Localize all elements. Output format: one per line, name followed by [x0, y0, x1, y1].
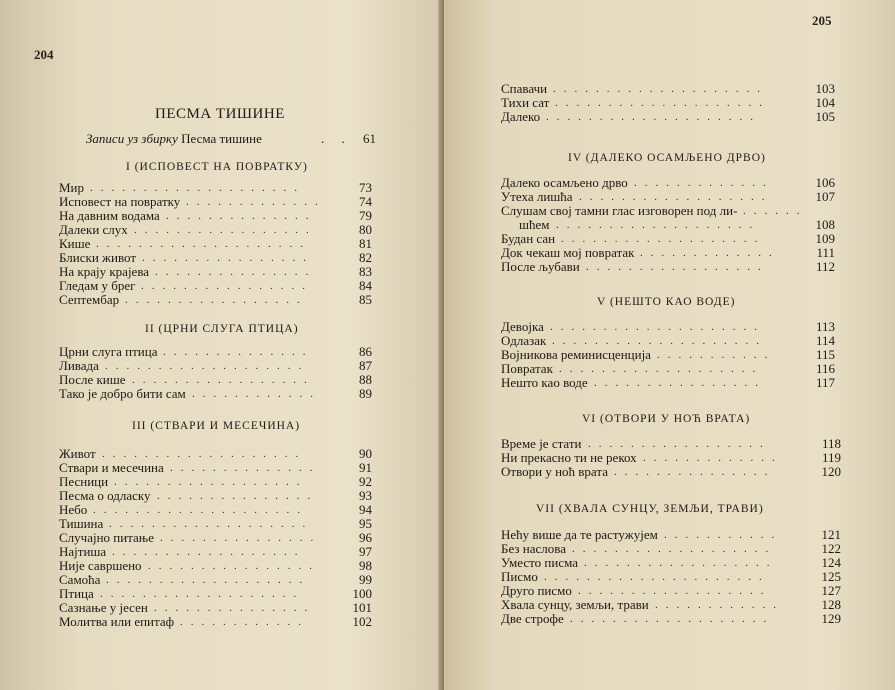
entry-page: 115 — [815, 347, 835, 362]
entry-page: 101 — [352, 600, 372, 615]
entry-title: Повратак — [501, 361, 553, 376]
toc-entry — [501, 556, 841, 570]
dot-leader: .................... — [93, 504, 308, 516]
page-number: 204 — [34, 47, 54, 62]
toc-entry — [59, 251, 372, 265]
toc-entry — [501, 437, 841, 451]
dot-leader: ............. — [643, 452, 783, 464]
right-page — [444, 0, 895, 690]
toc-entry — [59, 517, 372, 531]
entry-title: Гледам у брег — [59, 278, 136, 293]
entry-page: 98 — [359, 558, 372, 573]
entry-title: На давним водама — [59, 208, 160, 223]
entry-page: 106 — [815, 175, 835, 190]
entry-title: Живот — [59, 446, 96, 461]
entry-page: 117 — [815, 375, 835, 390]
entry-title: Исповест на повратку — [59, 194, 181, 209]
dot-leader: .................. — [578, 585, 772, 597]
toc-entry — [59, 359, 372, 373]
dot-leader: ............... — [614, 466, 776, 478]
dot-leader: .................. — [579, 191, 773, 203]
entry-title: Будан сан — [501, 231, 556, 246]
entry-page: 97 — [359, 544, 372, 559]
entry-title: Нећу више да те растужујем — [501, 527, 658, 542]
entry-title: Ствари и месечина — [59, 460, 164, 475]
toc-list — [501, 82, 835, 124]
toc-entry — [501, 190, 835, 204]
dot-leader: ................... — [559, 363, 764, 375]
entry-title: Уместо писма — [501, 555, 579, 570]
toc-entry — [501, 232, 835, 246]
toc-entry — [59, 195, 372, 209]
entry-title: Далеки слух — [59, 222, 128, 237]
entry-page: 90 — [359, 446, 372, 461]
dot-leader: ................. — [588, 438, 771, 450]
entry-title: Нешто као воде — [501, 375, 588, 390]
entry-page: 88 — [359, 372, 372, 387]
toc-entry — [59, 387, 372, 401]
dot-leader: ............. — [640, 247, 780, 259]
entry-title: Најтиша — [59, 544, 107, 559]
toc-entry — [59, 223, 372, 237]
toc-list — [501, 176, 835, 274]
toc-entry — [501, 376, 835, 390]
dot-leader: .................... — [90, 182, 305, 194]
dot-leader: ............ — [192, 388, 321, 400]
toc-entry — [501, 542, 841, 556]
entry-title: Сазнање у јесен — [59, 600, 148, 615]
entry-title: Случајно питање — [59, 530, 154, 545]
entry-title: На крају крајева — [59, 264, 150, 279]
toc-entry — [501, 334, 835, 348]
entry-title: Песма о одласку — [59, 488, 151, 503]
entry-page: 122 — [821, 541, 841, 556]
toc-entry — [59, 615, 372, 629]
toc-entry — [59, 573, 372, 587]
entry-page: 85 — [359, 292, 372, 307]
entry-page: 89 — [359, 386, 372, 401]
dot-leader: ................... — [109, 518, 314, 530]
entry-page: 86 — [359, 344, 372, 359]
toc-entry — [501, 362, 835, 376]
entry-page: 108 — [815, 217, 835, 232]
dot-leader: .................... — [550, 321, 765, 333]
entry-page: 81 — [359, 236, 372, 251]
entry-title: Ни прекасно ти не рекох — [501, 450, 637, 465]
entry-page: 127 — [821, 583, 841, 598]
entry-page: 84 — [359, 278, 372, 293]
entry-title: Тишина — [59, 516, 104, 531]
toc-entry — [501, 451, 841, 465]
toc-entry — [501, 110, 835, 124]
entry-page: 94 — [359, 502, 372, 517]
entry-title: Далеко — [501, 109, 541, 124]
dot-leader: ................. — [132, 374, 315, 386]
entry-page: 91 — [359, 460, 372, 475]
toc-entry — [59, 461, 372, 475]
toc-entry — [59, 237, 372, 251]
entry-page: 124 — [821, 555, 841, 570]
toc-entry — [59, 209, 372, 223]
entry-page: 93 — [359, 488, 372, 503]
dot-leader: .................. — [112, 546, 306, 558]
toc-entry — [59, 293, 372, 307]
toc-entry — [59, 373, 372, 387]
entry-page: 121 — [821, 527, 841, 542]
dot-leader: ................... — [105, 360, 310, 372]
entry-page: 102 — [352, 614, 372, 629]
dot-leader: ................... — [572, 543, 777, 555]
dot-leader: ................... — [100, 588, 305, 600]
entry-title: Тако је добро бити сам — [59, 386, 186, 401]
toc-entry — [501, 260, 835, 274]
section-heading: II (ЦРНИ СЛУГА ПТИЦА) — [145, 323, 299, 335]
dot-leader: ................ — [148, 560, 320, 572]
dot-leader: ............ — [180, 616, 309, 628]
toc-entry — [501, 348, 835, 362]
entry-title: Самоћа — [59, 572, 101, 587]
entry-page: 114 — [815, 333, 835, 348]
toc-list — [59, 345, 372, 401]
toc-entry — [501, 598, 841, 612]
entry-page: 118 — [821, 436, 841, 451]
entry-title-continuation: шћем — [519, 217, 550, 232]
section-heading: IV (ДАЛЕКО ОСАМЉЕНО ДРВО) — [568, 152, 766, 164]
entry-title: Далеко осамљено дрво — [501, 175, 628, 190]
entry-title: Није савршено — [59, 558, 142, 573]
dot-leader: ................... — [102, 448, 307, 460]
section-heading: I (ИСПОВЕСТ НА ПОВРАТКУ) — [126, 161, 308, 173]
entry-page: 79 — [359, 208, 372, 223]
dot-leader: .................... — [553, 83, 768, 95]
dot-leader: ............... — [160, 532, 322, 544]
toc-entry — [501, 176, 835, 190]
entry-page: 113 — [815, 319, 835, 334]
entry-page: 112 — [815, 259, 835, 274]
dot-leader: .................... — [555, 97, 770, 109]
dot-leader: ...... — [743, 205, 808, 217]
notes-title: Песма тишине — [181, 131, 262, 146]
section-heading: VII (ХВАЛА СУНЦУ, ЗЕМЉИ, ТРАВИ) — [536, 503, 764, 515]
toc-list — [501, 320, 835, 390]
entry-page: 105 — [815, 109, 835, 124]
entry-title: Слушам свој тамни глас изговорен под ли- — [501, 203, 738, 218]
entry-title: Хвала сунцу, земљи, трави — [501, 597, 649, 612]
toc-entry — [501, 570, 841, 584]
entry-title: После љубави — [501, 259, 580, 274]
entry-title: Писмо — [501, 569, 538, 584]
entry-page: 82 — [359, 250, 372, 265]
entry-title: Небо — [59, 502, 88, 517]
toc-entry — [59, 447, 372, 461]
toc-entry — [501, 246, 835, 260]
toc-entry — [59, 559, 372, 573]
entry-page: 111 — [816, 245, 835, 260]
toc-entry — [501, 82, 835, 96]
entry-title: Друго писмо — [501, 583, 572, 598]
dot-leader: ................. — [586, 261, 769, 273]
entry-title: Црни слуга птица — [59, 344, 158, 359]
dot-leader: .................... — [96, 238, 311, 250]
entry-title: Птица — [59, 586, 94, 601]
entry-title: Отвори у ноћ врата — [501, 464, 608, 479]
entry-page: 80 — [359, 222, 372, 237]
toc-list — [59, 447, 372, 629]
toc-entry — [59, 587, 372, 601]
dot-leader: .............. — [166, 210, 317, 222]
dot-leader: .............. — [163, 346, 314, 358]
toc-entry — [501, 465, 841, 479]
toc-entry — [59, 489, 372, 503]
section-heading: V (НЕШТО КАО ВОДЕ) — [597, 296, 736, 308]
dot-leader: ............... — [157, 490, 319, 502]
entry-title: Молитва или епитаф — [59, 614, 175, 629]
dot-leader: ............. — [186, 196, 326, 208]
entry-page: 120 — [821, 464, 841, 479]
entry-page: 128 — [821, 597, 841, 612]
entry-page: 73 — [359, 180, 372, 195]
toc-entry — [59, 181, 372, 195]
entry-page: 74 — [359, 194, 372, 209]
dot-leader: ................... — [556, 219, 761, 231]
entry-page: 100 — [352, 586, 372, 601]
dot-leader: .................... — [552, 335, 767, 347]
entry-title: Кише — [59, 236, 91, 251]
toc-entry — [59, 475, 372, 489]
notes-italic: Записи уз збирку — [86, 131, 178, 146]
entry-page: 87 — [359, 358, 372, 373]
dot-leader: .................... — [546, 111, 761, 123]
section-heading: VI (ОТВОРИ У НОЋ ВРАТА) — [582, 413, 751, 425]
entry-title: Блиски живот — [59, 250, 137, 265]
dot-leader: ................... — [570, 613, 775, 625]
dot-leader: ............... — [155, 266, 317, 278]
dot-leader: ............ — [655, 599, 784, 611]
dot-leader: ................... — [561, 233, 766, 245]
toc-list — [501, 437, 841, 479]
notes-page: 61 — [363, 131, 376, 146]
entry-page: 99 — [359, 572, 372, 587]
entry-page: 96 — [359, 530, 372, 545]
dot-leader: .................. — [584, 557, 778, 569]
section-heading: III (СТВАРИ И МЕСЕЧИНА) — [132, 420, 301, 432]
entry-title: Време је стати — [501, 436, 582, 451]
dot-leader: ........... — [664, 529, 783, 541]
toc-entry — [501, 612, 841, 626]
dot-leader: ................... — [106, 574, 311, 586]
toc-entry — [59, 279, 372, 293]
entry-page: 116 — [815, 361, 835, 376]
entry-title: Песници — [59, 474, 109, 489]
dot-leader: ................ — [141, 280, 313, 292]
entry-page: 103 — [815, 81, 835, 96]
entry-page: 95 — [359, 516, 372, 531]
entry-title: Мир — [59, 180, 85, 195]
entry-page: 107 — [815, 189, 835, 204]
toc-entry — [59, 265, 372, 279]
toc-entry — [501, 204, 835, 218]
toc-entry — [59, 503, 372, 517]
dot-leader: ................ — [594, 377, 766, 389]
toc-entry — [59, 601, 372, 615]
dot-leader: ..................... — [544, 571, 770, 583]
toc-list — [501, 528, 841, 626]
entry-title: Војникова реминисценција — [501, 347, 651, 362]
toc-entry — [501, 320, 835, 334]
entry-page: 109 — [815, 231, 835, 246]
toc-entry-continuation — [501, 218, 835, 232]
notes-entry: Записи уз збирку Песма тишине . . 61 — [86, 131, 376, 146]
dot-leader: ............... — [154, 602, 316, 614]
entry-title: Две строфе — [501, 611, 564, 626]
page-number: 205 — [812, 13, 832, 28]
book-title: ПЕСМА ТИШИНЕ — [155, 106, 285, 122]
entry-title: Ливада — [59, 358, 99, 373]
entry-page: 83 — [359, 264, 372, 279]
entry-title: После кише — [59, 372, 126, 387]
entry-title: Септембар — [59, 292, 120, 307]
entry-title: Утеха лишћа — [501, 189, 573, 204]
entry-title: Одлазак — [501, 333, 547, 348]
entry-title: Док чекаш мој повратак — [501, 245, 635, 260]
left-page — [0, 0, 442, 690]
toc-entry — [501, 584, 841, 598]
toc-list — [59, 181, 372, 307]
dot-leader: .................. — [114, 476, 308, 488]
entry-title: Девојка — [501, 319, 544, 334]
entry-page: 129 — [821, 611, 841, 626]
dot-leader: ............. — [634, 177, 774, 189]
entry-title: Тихи сат — [501, 95, 550, 110]
toc-entry — [501, 96, 835, 110]
toc-entry — [59, 531, 372, 545]
dot-leader: .............. — [170, 462, 321, 474]
entry-title: Без наслова — [501, 541, 566, 556]
entry-title: Спавачи — [501, 81, 548, 96]
toc-entry — [59, 545, 372, 559]
toc-entry — [59, 345, 372, 359]
entry-page: 125 — [821, 569, 841, 584]
toc-entry — [501, 528, 841, 542]
dot-leader: ................ — [142, 252, 314, 264]
entry-page: 104 — [815, 95, 835, 110]
dot-leader: ........... — [657, 349, 776, 361]
dot-leader: ................. — [134, 224, 317, 236]
dot-leader: ................. — [125, 294, 308, 306]
entry-page: 92 — [359, 474, 372, 489]
entry-page: 119 — [821, 450, 841, 465]
